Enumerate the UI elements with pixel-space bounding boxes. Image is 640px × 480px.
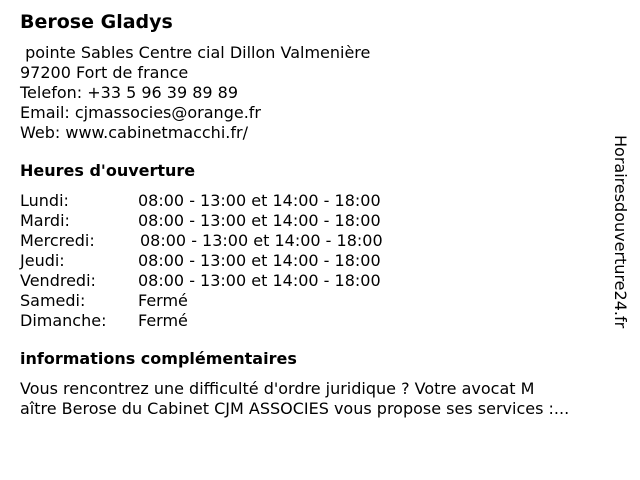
hours-row-samedi (20, 291, 610, 311)
day-label: Jeudi: (20, 251, 65, 270)
business-card (20, 10, 610, 419)
day-label: Samedi: (20, 291, 86, 310)
hours-row-mercredi (20, 231, 610, 251)
site-watermark: Horairesdouverture24.fr (611, 135, 630, 329)
hours-table (20, 191, 610, 331)
day-label: Vendredi: (20, 271, 96, 290)
day-hours: 08:00 - 13:00 et 14:00 - 18:00 (138, 251, 381, 270)
phone-line: Telefon: +33 5 96 39 89 89 (20, 83, 239, 102)
address-line-2: 97200 Fort de france (20, 63, 189, 82)
hours-row-vendredi (20, 271, 610, 291)
day-hours: 08:00 - 13:00 et 14:00 - 18:00 (138, 211, 381, 230)
day-hours: 08:00 - 13:00 et 14:00 - 18:00 (138, 271, 381, 290)
hours-row-lundi (20, 191, 610, 211)
hours-title: Heures d'ouverture (20, 161, 196, 180)
day-hours: 08:00 - 13:00 et 14:00 - 18:00 (140, 231, 383, 250)
day-label: Lundi: (20, 191, 69, 210)
hours-row-dimanche (20, 311, 610, 331)
address-line-1: pointe Sables Centre cial Dillon Valmenière (20, 43, 371, 62)
web-line: Web: www.cabinetmacchi.fr/ (20, 123, 248, 142)
day-label: Mercredi: (20, 231, 95, 250)
hours-row-mardi (20, 211, 610, 231)
day-hours: 08:00 - 13:00 et 14:00 - 18:00 (138, 191, 381, 210)
day-hours: Fermé (138, 291, 188, 310)
day-label: Mardi: (20, 211, 70, 230)
info-description: Vous rencontrez une difficulté d'ordre juridique ? Votre avocat M aître Berose du Cabinet CJM ASSOCIES vous propose ses services :... (20, 379, 570, 418)
day-label: Dimanche: (20, 311, 107, 330)
business-name: Berose Gladys (20, 11, 173, 33)
email-line: Email: cjmassocies@orange.fr (20, 103, 261, 122)
hours-row-jeudi (20, 251, 610, 271)
info-title: informations complémentaires (20, 349, 297, 368)
day-hours: Fermé (138, 311, 188, 330)
